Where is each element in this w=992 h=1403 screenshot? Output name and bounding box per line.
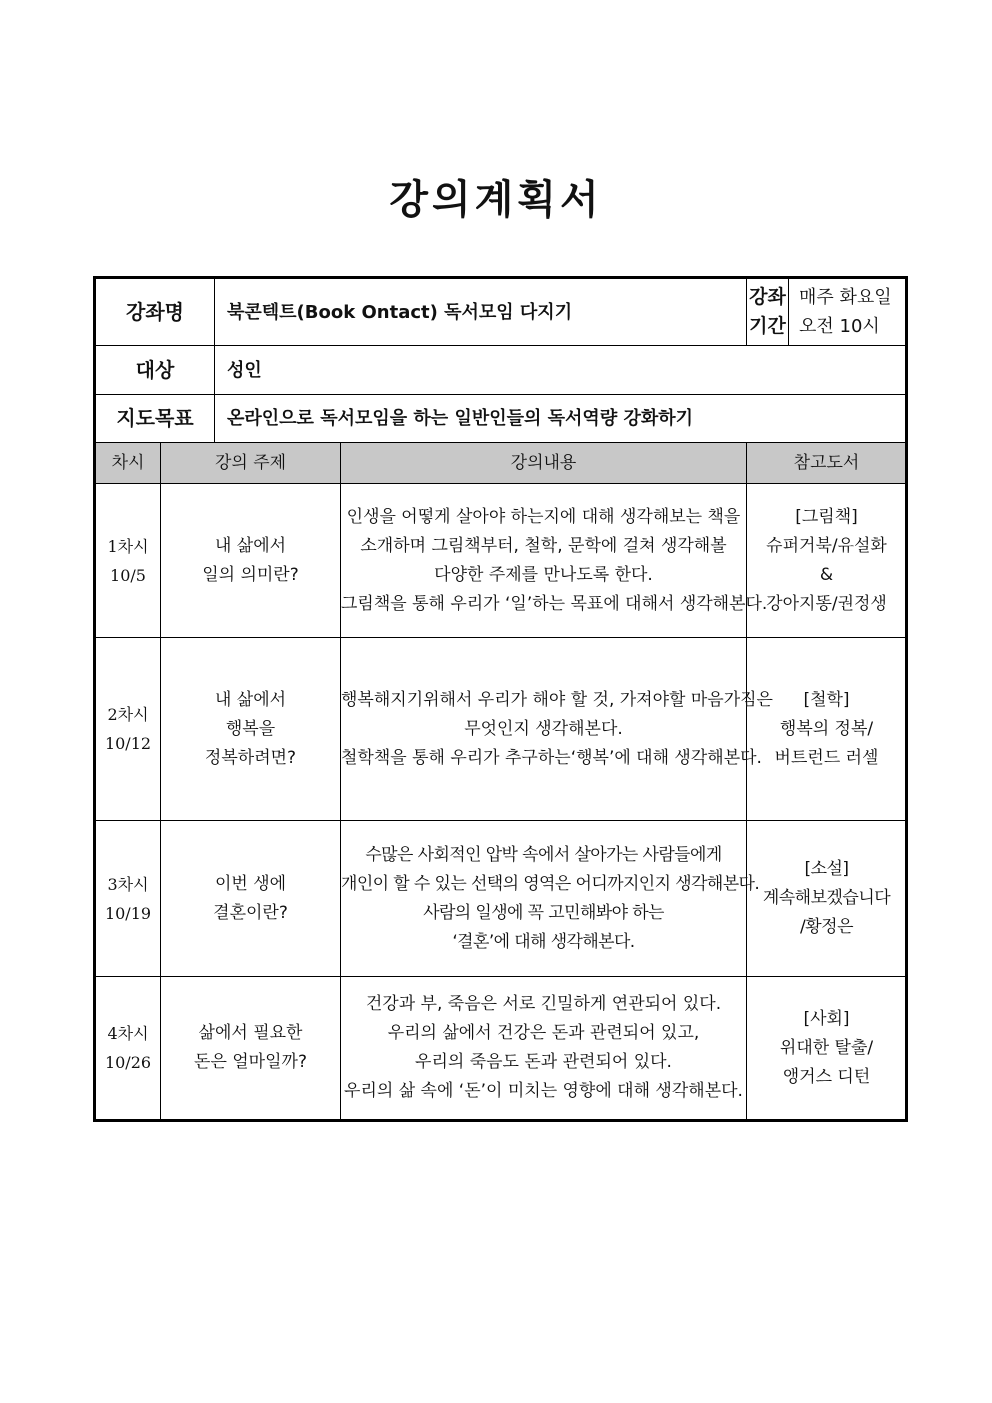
content-line: 수많은 사회적인 압박 속에서 살아가는 사람들에게 (365, 844, 722, 865)
books-line: 강아지똥/권정생 (766, 593, 887, 614)
session-cell (95, 821, 161, 977)
content-line: 우리의 삶에서 건강은 돈과 관련되어 있고, (387, 1023, 700, 1043)
target-label: 대상 (95, 346, 215, 395)
content-cell (341, 821, 760, 977)
content-line: 우리의 죽음도 돈과 관련되어 있다. (415, 1052, 672, 1072)
header-content: 강의내용 (341, 443, 747, 484)
topic-cell (161, 484, 341, 638)
content-cell (341, 484, 768, 638)
course-value: 북콘텍트(Book Ontact) 독서모임 다지기 (215, 278, 747, 346)
books-line: 행복의 정복/ (779, 718, 874, 739)
books-line: 위대한 탈출/ (779, 1037, 874, 1058)
course-row (95, 278, 907, 346)
books-line: 계속해보겠습니다 (762, 888, 891, 908)
target-row (95, 346, 907, 395)
books-cell (747, 977, 907, 1121)
topic-cell (161, 977, 341, 1121)
content-cell (341, 977, 747, 1121)
content-line: 사람의 일생에 꼭 고민해봐야 하는 (423, 902, 664, 923)
session-cell (95, 977, 161, 1121)
session-number: 2차시 (107, 705, 149, 724)
table-row (95, 638, 907, 821)
header-books: 참고도서 (747, 443, 907, 484)
period-value: 매주 화요일 오전 10시 (789, 278, 907, 346)
document-title: 강의계획서 (389, 177, 603, 223)
session-number: 4차시 (107, 1024, 149, 1043)
topic-line: 내 삶에서 (214, 689, 287, 710)
session-cell (95, 638, 161, 821)
topic-line: 행복을 (225, 718, 276, 739)
goal-row (95, 395, 907, 443)
books-cell (747, 484, 907, 638)
session-date: 10/12 (104, 734, 152, 753)
books-line: 슈퍼거북/유설화 (766, 535, 887, 556)
session-date: 10/26 (104, 1053, 152, 1072)
session-number: 1차시 (107, 536, 149, 556)
content-line: 인생을 어떻게 살아야 하는지에 대해 생각해보는 책을 (346, 506, 741, 527)
books-line: [그림책] (795, 506, 858, 527)
header-session: 차시 (95, 443, 161, 484)
topic-cell (161, 638, 341, 821)
topic-line: 정복하려면? (204, 747, 297, 768)
topic-line: 돈은 얼마일까? (194, 1052, 307, 1072)
content-line: 무엇인지 생각해본다. (464, 718, 623, 739)
topic-line: 일의 의미란? (202, 564, 299, 585)
books-line: & (819, 564, 834, 585)
content-line: 소개하며 그림책부터, 철학, 문학에 걸쳐 생각해볼 (360, 535, 727, 556)
content-line: 그림책을 통해 우리가 ‘일’하는 목표에 대해서 생각해본다. (341, 593, 768, 614)
books-line: 앵거스 디턴 (782, 1066, 871, 1087)
session-date: 10/19 (104, 903, 152, 923)
table-row (95, 977, 907, 1121)
table-header-row (95, 443, 907, 484)
books-cell (747, 638, 907, 821)
content-cell (341, 638, 773, 821)
session-cell (95, 484, 161, 638)
books-cell (747, 821, 907, 977)
session-date: 10/5 (110, 565, 146, 585)
books-line: 버트런드 러셀 (774, 747, 879, 768)
session-number: 3차시 (107, 874, 149, 894)
content-line: 건강과 부, 죽음은 서로 긴밀하게 연관되어 있다. (365, 994, 722, 1014)
content-line: 행복해지기위해서 우리가 해야 할 것, 가져야할 마음가짐은 (341, 689, 773, 710)
topic-line: 내 삶에서 (214, 535, 287, 556)
table-row (95, 821, 907, 977)
topic-cell (161, 821, 341, 977)
content-line: 우리의 삶 속에 ‘돈’이 미치는 영향에 대해 생각해본다. (344, 1081, 743, 1101)
table-row (95, 484, 907, 638)
books-line: [철학] (803, 689, 850, 710)
books-line: [소설] (804, 859, 849, 879)
books-line: [사회] (803, 1008, 850, 1029)
goal-value: 온라인으로 독서모임을 하는 일반인들의 독서역량 강화하기 (215, 395, 907, 443)
topic-line: 이번 생에 (214, 873, 287, 894)
topic-line: 삶에서 필요한 (198, 1023, 303, 1043)
books-line: /황정은 (800, 917, 854, 937)
content-line: 철학책을 통해 우리가 추구하는‘행복’에 대해 생각해본다. (341, 747, 762, 768)
content-line: 개인이 할 수 있는 선택의 영역은 어디까지인지 생각해본다. (341, 873, 760, 894)
target-value: 성인 (215, 346, 907, 395)
content-line: 다양한 주제를 만나도록 한다. (434, 564, 653, 585)
goal-label: 지도목표 (95, 395, 215, 443)
course-label: 강좌명 (95, 278, 215, 346)
header-topic: 강의 주제 (161, 443, 341, 484)
content-line: ‘결혼’에 대해 생각해본다. (452, 931, 635, 952)
lecture-plan-table (93, 276, 908, 1122)
topic-line: 결혼이란? (213, 902, 288, 923)
period-label: 강좌기간 (747, 278, 789, 346)
